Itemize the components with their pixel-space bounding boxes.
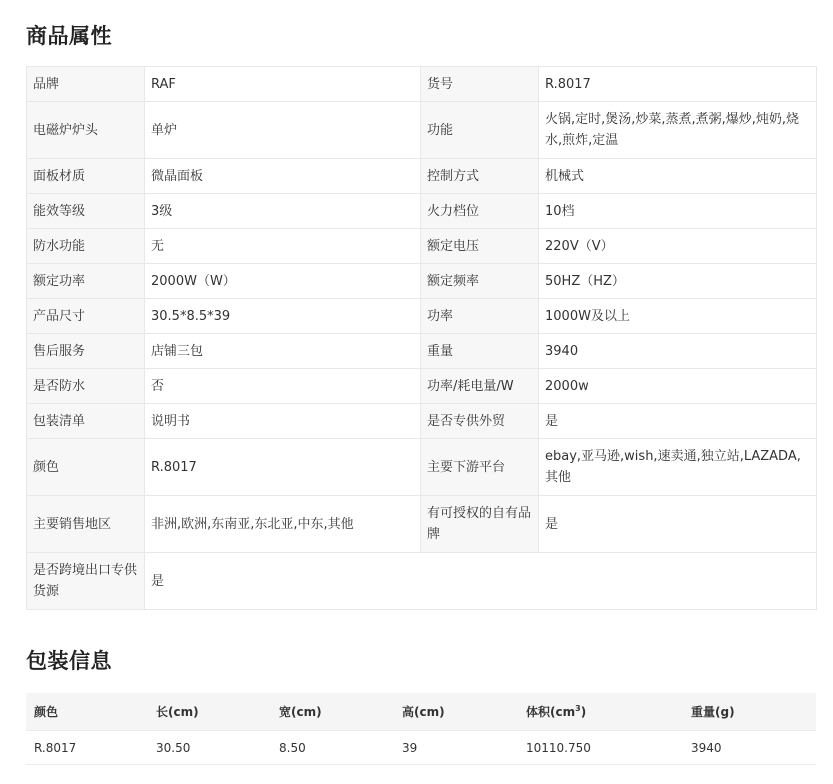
- cell-height: 39: [394, 731, 518, 765]
- attr-value: 是: [145, 553, 817, 610]
- packaging-info-table: [26, 693, 816, 765]
- attr-value: R.8017: [145, 439, 421, 496]
- attr-label: 是否防水: [27, 369, 145, 404]
- attr-label: 是否跨境出口专供货源: [27, 553, 145, 610]
- table-row: [27, 264, 817, 299]
- attr-label: 是否专供外贸: [421, 404, 539, 439]
- cell-length: 30.50: [148, 731, 271, 765]
- cell-volume: 10110.750: [518, 731, 683, 765]
- table-row: [27, 299, 817, 334]
- attr-label: 品牌: [27, 67, 145, 102]
- attr-value: 220V（V）: [539, 229, 817, 264]
- attr-value: 无: [145, 229, 421, 264]
- table-row: [27, 369, 817, 404]
- attr-value: 单炉: [145, 102, 421, 159]
- cell-width: 8.50: [271, 731, 394, 765]
- column-header-volume: [518, 693, 683, 731]
- attr-label: 包装清单: [27, 404, 145, 439]
- attr-label: 颜色: [27, 439, 145, 496]
- attr-label: 额定功率: [27, 264, 145, 299]
- cell-weight: 3940: [683, 731, 816, 765]
- attr-value: 店铺三包: [145, 334, 421, 369]
- table-row: [27, 102, 817, 159]
- table-row: [27, 404, 817, 439]
- table-row: [27, 496, 817, 553]
- attr-value: 非洲,欧洲,东南亚,东北亚,中东,其他: [145, 496, 421, 553]
- attr-value: 1000W及以上: [539, 299, 817, 334]
- attr-value: 说明书: [145, 404, 421, 439]
- attr-value: 火锅,定时,煲汤,炒菜,蒸煮,煮粥,爆炒,炖奶,烧水,煎炸,定温: [539, 102, 817, 159]
- attr-value: 是: [539, 496, 817, 553]
- column-header-height: 高(cm): [394, 693, 518, 731]
- attr-value: 3级: [145, 194, 421, 229]
- table-row: [27, 67, 817, 102]
- attr-label: 电磁炉炉头: [27, 102, 145, 159]
- column-header-width: 宽(cm): [271, 693, 394, 731]
- attr-label: 防水功能: [27, 229, 145, 264]
- attr-label: 能效等级: [27, 194, 145, 229]
- attr-label: 产品尺寸: [27, 299, 145, 334]
- table-row: [27, 439, 817, 496]
- column-header-color: 颜色: [26, 693, 148, 731]
- volume-header-superscript: 3: [575, 704, 581, 713]
- attr-value: 10档: [539, 194, 817, 229]
- attr-value: 是: [539, 404, 817, 439]
- attr-label: 火力档位: [421, 194, 539, 229]
- column-header-weight: 重量(g): [683, 693, 816, 731]
- attr-label: 功能: [421, 102, 539, 159]
- attr-label: 功率/耗电量/W: [421, 369, 539, 404]
- attr-label: 功率: [421, 299, 539, 334]
- attr-label: 主要销售地区: [27, 496, 145, 553]
- attr-label: 额定电压: [421, 229, 539, 264]
- attr-label: 控制方式: [421, 159, 539, 194]
- attr-value: 微晶面板: [145, 159, 421, 194]
- table-row: [26, 731, 816, 765]
- attr-value: 机械式: [539, 159, 817, 194]
- attr-value: 3940: [539, 334, 817, 369]
- attr-value: RAF: [145, 67, 421, 102]
- attr-value: 2000W（W）: [145, 264, 421, 299]
- attr-value: 否: [145, 369, 421, 404]
- product-attributes-table: [26, 66, 817, 610]
- volume-header-text: 体积(cm: [526, 705, 576, 719]
- attr-label: 有可授权的自有品牌: [421, 496, 539, 553]
- table-row: [27, 229, 817, 264]
- table-row: [27, 194, 817, 229]
- attr-label: 售后服务: [27, 334, 145, 369]
- attr-value: 2000w: [539, 369, 817, 404]
- attr-label: 重量: [421, 334, 539, 369]
- table-row: [27, 334, 817, 369]
- attr-value: ebay,亚马逊,wish,速卖通,独立站,LAZADA,其他: [539, 439, 817, 496]
- packaging-info-title: 包装信息: [26, 649, 112, 673]
- volume-header-close: ): [580, 705, 587, 719]
- column-header-length: 长(cm): [148, 693, 271, 731]
- attr-label: 货号: [421, 67, 539, 102]
- attr-value: R.8017: [539, 67, 817, 102]
- table-header-row: [26, 693, 816, 731]
- attr-label: 主要下游平台: [421, 439, 539, 496]
- attr-value: 30.5*8.5*39: [145, 299, 421, 334]
- attr-value: 50HZ（HZ）: [539, 264, 817, 299]
- product-attributes-title: 商品属性: [26, 24, 112, 48]
- attr-label: 额定频率: [421, 264, 539, 299]
- attr-label: 面板材质: [27, 159, 145, 194]
- cell-color: R.8017: [26, 731, 148, 765]
- table-row: [27, 553, 817, 610]
- table-row: [27, 159, 817, 194]
